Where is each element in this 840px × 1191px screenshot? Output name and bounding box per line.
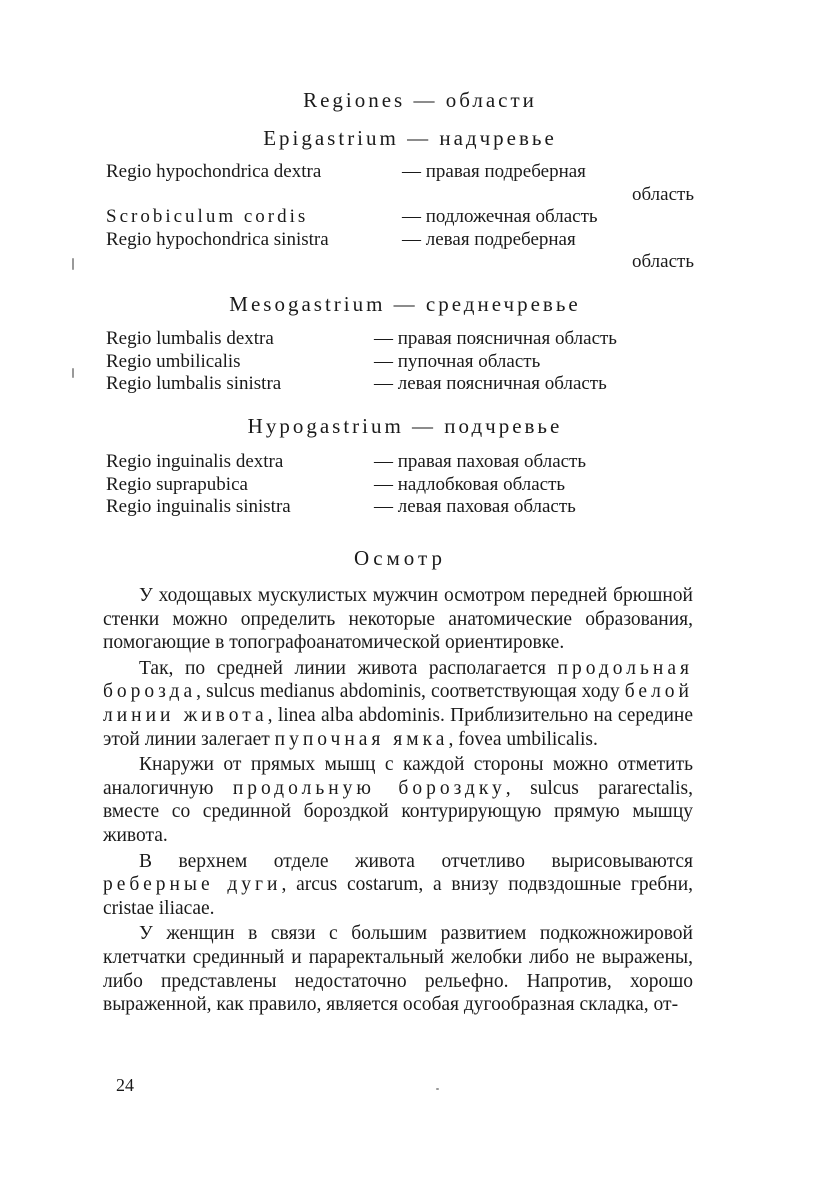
paragraph: Кнаружи от прямых мышц с каждой стороны можно отметить аналогичную продольную бороздку, sulcus pararectalis, вместе со срединной бороздкой контурирующую прямую мышцу живота. — [103, 754, 693, 846]
paragraph: У женщин в связи с большим развитием подкожножировой клетчатки срединный и параректальный желобки либо не выражены, либо представлены недостаточно рельефно. Напротив, хорошо выраженной, как правило, является особая дугообразная складка, от- — [103, 923, 693, 1016]
emphasis-term: продольную бороздку — [232, 777, 506, 799]
term-translation: — пупочная область — [374, 350, 541, 372]
paragraph: Так, по средней линии живота располагается продольная борозда, sulcus medianus abdominis, соответствующая ходу белой линии живота, linea alba abdominis. Приблизительно на середине этой линии залегает пупочная ямка, fovea umbilicalis. — [103, 657, 693, 750]
term-latin: Regio lumbalis sinistra — [106, 373, 282, 394]
term-latin: Regio hypochondrica sinistra — [106, 228, 329, 250]
term-row — [106, 161, 706, 184]
term-row — [106, 206, 706, 229]
term-latin: Regio inguinalis dextra — [106, 451, 284, 472]
scan-speck — [72, 368, 74, 378]
epigastrium-term-list — [106, 161, 706, 274]
term-row — [106, 373, 706, 396]
term-latin: Regio inguinalis sinistra — [106, 496, 291, 517]
term-latin: Regio lumbalis dextra — [106, 328, 274, 349]
term-translation: — левая подреберная — [402, 228, 576, 250]
term-continuation: область — [631, 183, 694, 205]
term-translation: — левая поясничная область — [374, 373, 607, 394]
term-row — [106, 474, 706, 497]
emphasis-term: пупочная ямка — [274, 728, 449, 750]
term-row — [106, 328, 706, 351]
term-translation: — левая паховая область — [374, 496, 576, 517]
term-latin: Regio umbilicalis — [106, 350, 241, 372]
subheading-epigastrium: Epigastrium — надчревье — [263, 126, 557, 150]
term-translation: — правая подреберная — [402, 161, 586, 182]
subheading-hypogastrium: Hypogastrium — подчревье — [247, 414, 563, 438]
section-heading-osmotr: Осмотр — [354, 546, 446, 570]
mesogastrium-term-list — [106, 328, 706, 396]
emphasis-term: реберные дуги — [103, 874, 282, 896]
section-heading-regiones: Regiones — области — [303, 88, 537, 112]
term-latin: Scrobiculum cordis — [106, 206, 309, 227]
term-latin: Regio suprapubica — [106, 473, 248, 495]
term-row — [106, 229, 706, 252]
term-translation: — надлобковая область — [374, 473, 566, 495]
term-translation: — подложечная область — [402, 206, 598, 227]
body-text — [103, 584, 693, 1017]
term-translation: — правая паховая область — [374, 451, 587, 472]
emphasis-term: продольная борозда — [103, 657, 693, 703]
emphasis-term: белой линии живота — [103, 681, 693, 726]
hypogastrium-term-list — [106, 451, 706, 519]
term-latin: Regio hypochondrica dextra — [106, 161, 322, 182]
subheading-mesogastrium: Mesogastrium — среднечревье — [229, 292, 581, 316]
term-row — [106, 496, 706, 519]
scan-speck — [72, 258, 74, 270]
term-continuation: область — [631, 251, 694, 272]
page-number: 24 — [116, 1075, 134, 1095]
paragraph: У ходощавых мускулистых мужчин осмотром передней брюшной стенки можно определить некоторые анатомические образования, помогающие в топографоанатомической ориентировке. — [103, 585, 693, 654]
term-row — [106, 451, 706, 474]
paragraph: В верхнем отделе живота отчетливо вырисовываются реберные дуги, arcus costarum, а внизу подвздошные гребни, cristae iliacae. — [103, 850, 693, 919]
term-row — [106, 351, 706, 374]
term-translation: — правая поясничная область — [374, 328, 617, 349]
scan-speck — [436, 1088, 439, 1090]
